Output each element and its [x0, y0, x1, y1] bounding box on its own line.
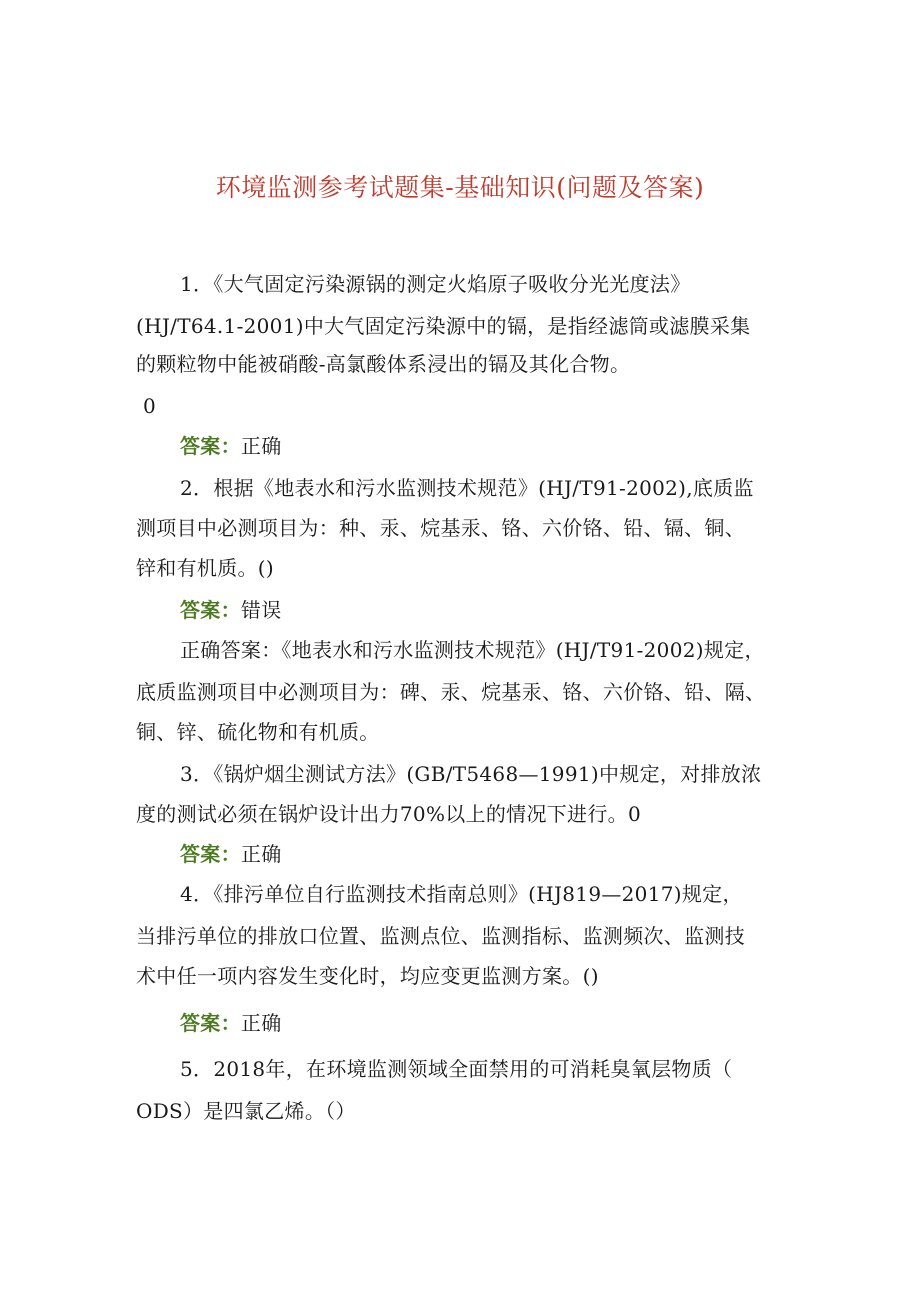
question-2-line-1: 2．根据《地表水和污水监测技术规范》(HJ/T91-2002),底质监	[180, 476, 754, 500]
question-1-line-4: 0	[143, 394, 157, 418]
answer-label: 答案：	[180, 598, 241, 622]
question-4-answer	[180, 1009, 282, 1037]
question-2-explanation-line-2: 底质监测项目中必测项目为：碑、汞、烷基汞、铬、六价铬、铅、隔、	[136, 680, 766, 704]
question-3-line-2: 度的测试必须在锅炉设计出力70%以上的情况下进行。0	[136, 802, 641, 826]
question-3-answer	[180, 840, 282, 868]
question-4-line-1: 4．《排污单位自行监测技术指南总则》(HJ819—2017)规定，	[180, 882, 743, 906]
answer-label: 答案：	[180, 1011, 241, 1035]
question-3-line-1: 3．《锅炉烟尘测试方法》(GB/T5468—1991)中规定，对排放浓	[180, 762, 762, 786]
answer-value: 正确	[240, 434, 282, 458]
question-4-line-3: 术中任一项内容发生变化时，均应变更监测方案。()	[136, 964, 599, 988]
question-1-line-1: 1．《大气固定污染源锅的测定火焰原子吸收分光光度法》	[180, 272, 691, 296]
answer-label: 答案：	[180, 842, 241, 866]
question-2-line-3: 锌和有机质。()	[136, 556, 275, 580]
question-2-answer	[180, 596, 282, 624]
question-4-line-2: 当排污单位的排放口位置、监测点位、监测指标、监测频次、监测技	[136, 924, 745, 948]
question-2-explanation-line-3: 铜、锌、硫化物和有机质。	[136, 720, 380, 744]
question-5-line-1: 5．2018年，在环境监测领域全面禁用的可消耗臭氧层物质（	[180, 1057, 733, 1081]
question-1-line-2: (HJ/T64.1-2001)中大气固定污染源中的镉，是指经滤筒或滤膜采集	[136, 314, 751, 338]
answer-value: 正确	[240, 1011, 282, 1035]
question-2-line-2: 测项目中必测项目为：种、汞、烷基汞、铬、六价铬、铅、镉、铜、	[136, 516, 745, 540]
question-2-explanation-line-1: 正确答案：《地表水和污水监测技术规范》(HJ/T91-2002)规定，	[180, 638, 765, 662]
answer-value: 错误	[240, 598, 282, 622]
question-1-line-3: 的颗粒物中能被硝酸-高氯酸体系浸出的镉及其化合物。	[136, 352, 631, 376]
document-title: 环境监测参考试题集-基础知识(问题及答案)	[215, 173, 705, 202]
question-5-line-2: ODS）是四氯乙烯。（）	[136, 1099, 356, 1123]
answer-value: 正确	[240, 842, 282, 866]
question-1-answer	[180, 432, 282, 460]
answer-label: 答案：	[180, 434, 241, 458]
